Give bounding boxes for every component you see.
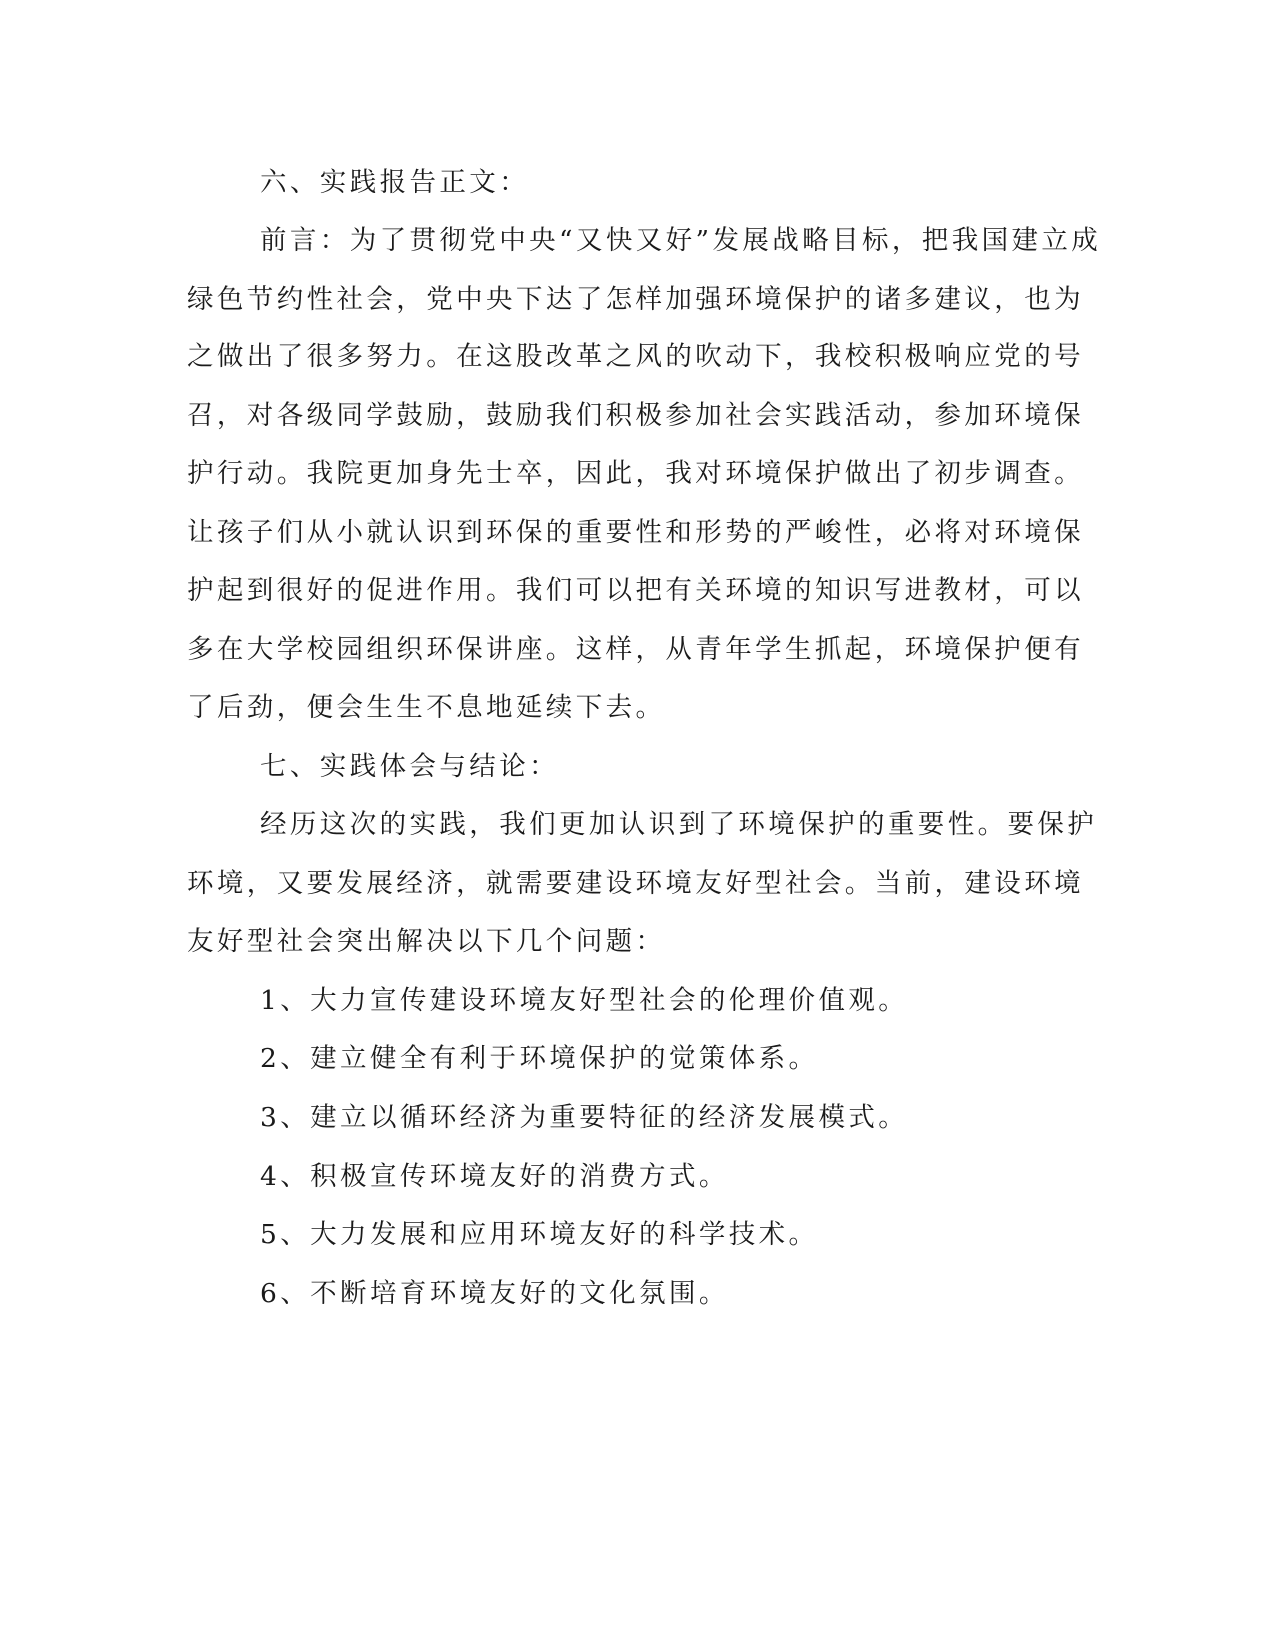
section-heading-practice-report: 六、实践报告正文：	[260, 167, 530, 198]
list-item: 6、不断培育环境友好的文化氛围。	[260, 1278, 729, 1309]
section-heading-conclusion: 七、实践体会与结论：	[260, 751, 559, 782]
list-item: 5、大力发展和应用环境友好的科学技术。	[260, 1219, 819, 1250]
list-item: 4、积极宣传环境友好的消费方式。	[260, 1161, 729, 1192]
paragraph-line: 绿色节约性社会，党中央下达了怎样加强环境保护的诸多建议，也为	[187, 284, 1084, 315]
paragraph-line: 护行动。我院更加身先士卒，因此，我对环境保护做出了初步调查。	[187, 458, 1084, 489]
paragraph-line: 让孩子们从小就认识到环保的重要性和形势的严峻性，必将对环境保	[187, 517, 1084, 548]
paragraph-line: 多在大学校园组织环保讲座。这样，从青年学生抓起，环境保护便有	[187, 634, 1084, 665]
paragraph-line: 护起到很好的促进作用。我们可以把有关环境的知识写进教材，可以	[187, 575, 1084, 606]
paragraph-line: 环境，又要发展经济，就需要建设环境友好型社会。当前，建设环境	[187, 868, 1084, 899]
paragraph-line: 友好型社会突出解决以下几个问题：	[187, 926, 666, 957]
paragraph-line: 前言：为了贯彻党中央“又快又好”发展战略目标，把我国建立成	[260, 225, 1102, 256]
list-item: 2、建立健全有利于环境保护的觉策体系。	[260, 1043, 819, 1074]
list-item: 3、建立以循环经济为重要特征的经济发展模式。	[260, 1102, 909, 1133]
paragraph-line: 经历这次的实践，我们更加认识到了环境保护的重要性。要保护	[260, 809, 1098, 840]
list-item: 1、大力宣传建设环境友好型社会的伦理价值观。	[260, 985, 909, 1016]
paragraph-line: 之做出了很多努力。在这股改革之风的吹动下，我校积极响应党的号	[187, 341, 1084, 372]
paragraph-line: 召，对各级同学鼓励，鼓励我们积极参加社会实践活动，参加环境保	[187, 400, 1084, 431]
paragraph-line: 了后劲，便会生生不息地延续下去。	[187, 692, 666, 723]
